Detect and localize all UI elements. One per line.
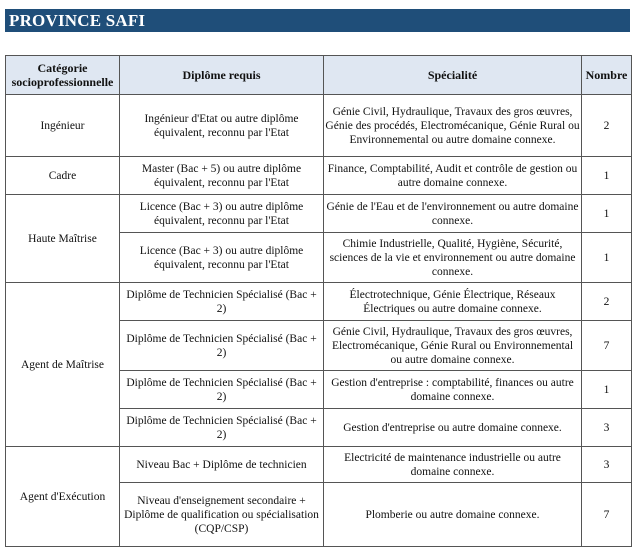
table-row [6,283,632,321]
specialite-cell: Génie de l'Eau et de l'environnement ou autre domaine connexe. [324,195,582,233]
specialite-cell: Gestion d'entreprise : comptabilité, finances ou autre domaine connexe. [324,371,582,409]
table-row [6,195,632,233]
table-header-row [6,56,632,95]
nombre-cell: 7 [582,483,632,547]
header-banner [5,9,630,32]
column-header-categorie: Catégorie socioprofessionnelle [6,56,120,95]
diplome-cell: Master (Bac + 5) ou autre diplôme équivalent, reconnu par l'Etat [120,157,324,195]
column-header-specialite: Spécialité [324,56,582,95]
specialite-cell: Génie Civil, Hydraulique, Travaux des gros œuvres, Electromécanique, Génie Rural ou Environnemental ou autre domaine connexe. [324,321,582,371]
nombre-cell: 7 [582,321,632,371]
category-cell: Ingénieur [6,95,120,157]
specialite-cell: Gestion d'entreprise ou autre domaine connexe. [324,409,582,447]
specialite-cell: Électrotechnique, Génie Électrique, Réseaux Électriques ou autre domaine connexe. [324,283,582,321]
nombre-cell: 1 [582,233,632,283]
nombre-cell: 1 [582,195,632,233]
nombre-cell: 2 [582,95,632,157]
diplome-cell: Diplôme de Technicien Spécialisé (Bac + 2) [120,409,324,447]
diplome-cell: Niveau d'enseignement secondaire + Diplôme de qualification ou spécialisation (CQP/CSP) [120,483,324,547]
column-header-nombre: Nombre [582,56,632,95]
category-cell: Haute Maîtrise [6,195,120,283]
nombre-cell: 1 [582,157,632,195]
specialite-cell: Finance, Comptabilité, Audit et contrôle de gestion ou autre domaine connexe. [324,157,582,195]
nombre-cell: 3 [582,447,632,483]
nombre-cell: 3 [582,409,632,447]
category-cell: Agent de Maîtrise [6,283,120,447]
nombre-cell: 1 [582,371,632,409]
specialite-cell: Génie Civil, Hydraulique, Travaux des gros œuvres, Génie des procédés, Electromécanique, Génie Rural ou Environnemental ou autre domaine connexe. [324,95,582,157]
column-header-diplome: Diplôme requis [120,56,324,95]
category-cell: Agent d'Exécution [6,447,120,547]
specialite-cell: Plomberie ou autre domaine connexe. [324,483,582,547]
specialite-cell: Electricité de maintenance industrielle ou autre domaine connexe. [324,447,582,483]
diplome-cell: Diplôme de Technicien Spécialisé (Bac + 2) [120,283,324,321]
table-row [6,447,632,483]
table-row [6,95,632,157]
specialite-cell: Chimie Industrielle, Qualité, Hygiène, Sécurité, sciences de la vie et environnement ou autre domaine connexe. [324,233,582,283]
diplome-cell: Niveau Bac + Diplôme de technicien [120,447,324,483]
diplome-cell: Licence (Bac + 3) ou autre diplôme équivalent, reconnu par l'Etat [120,233,324,283]
table-row [6,157,632,195]
page-title: PROVINCE SAFI [9,11,146,30]
diplome-cell: Diplôme de Technicien Spécialisé (Bac + 2) [120,321,324,371]
recruitment-table [5,55,632,547]
diplome-cell: Ingénieur d'Etat ou autre diplôme équivalent, reconnu par l'Etat [120,95,324,157]
category-cell: Cadre [6,157,120,195]
nombre-cell: 2 [582,283,632,321]
diplome-cell: Licence (Bac + 3) ou autre diplôme équivalent, reconnu par l'Etat [120,195,324,233]
diplome-cell: Diplôme de Technicien Spécialisé (Bac + 2) [120,371,324,409]
